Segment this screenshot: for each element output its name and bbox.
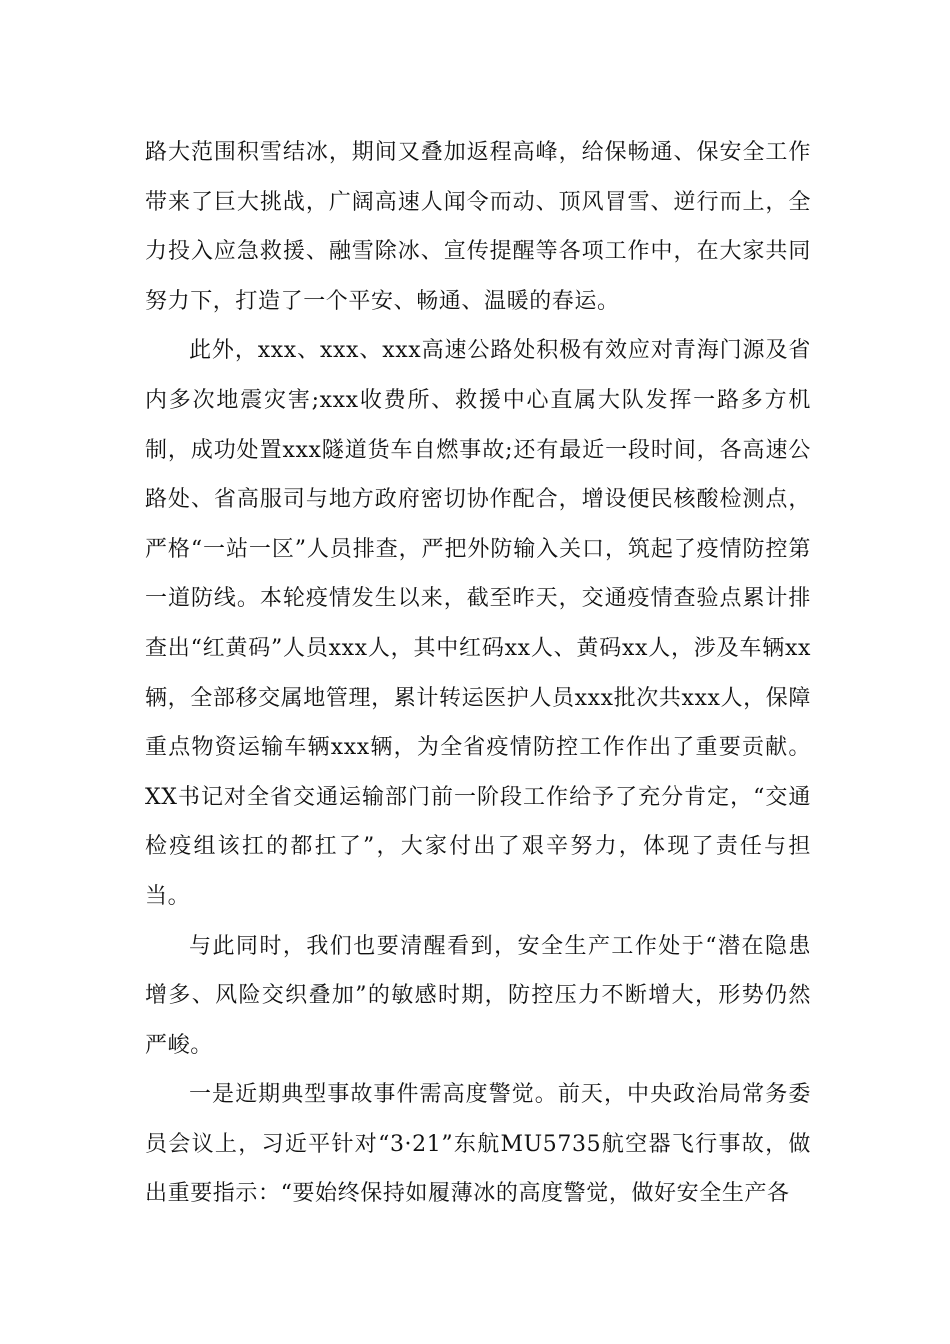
paragraph-4: 一是近期典型事故事件需高度警觉。前天，中央政治局常务委员会议上，习近平针对“3·21”东航MU5735航空器飞行事故，做出重要指示：“要始终保持如履薄冰的高度警觉，做好安全生产各 — [145, 1082, 811, 1207]
paragraph-2: 此外，xxx、xxx、xxx高速公路处积极有效应对青海门源及省内多次地震灾害;xxx收费所、救援中心直属大队发挥一路多方机制，成功处置xxx隧道货车自燃事故;还有最近一段时间，各高速公路处、省高服司与地方政府密切协作配合，增设便民核酸检测点，严格“一站一区”人员排查，严把外防输入关口，筑起了疫情防控第一道防线。本轮疫情发生以来，截至昨天，交通疫情查验点累计排查出“红黄码”人员xxx人，其中红码xx人、黄码xx人，涉及车辆xx辆，全部移交属地管理，累计转运医护人员xxx批次共xxx人，保障重点物资运输车辆xxx辆，为全省疫情防控工作作出了重要贡献。XX书记对全省交通运输部门前一阶段工作给予了充分肯定，“交通检疫组该扛的都扛了”，大家付出了艰辛努力，体现了责任与担当。 — [145, 338, 811, 909]
document-body — [145, 128, 811, 1219]
paragraph-1: 路大范围积雪结冰，期间又叠加返程高峰，给保畅通、保安全工作带来了巨大挑战，广阔高速人闻令而动、顶风冒雪、逆行而上，全力投入应急救援、融雪除冰、宣传提醒等各项工作中，在大家共同努力下，打造了一个平安、畅通、温暖的春运。 — [145, 140, 811, 314]
paragraph-3: 与此同时，我们也要清醒看到，安全生产工作处于“潜在隐患增多、风险交织叠加”的敏感时期，防控压力不断增大，形势仍然严峻。 — [145, 933, 811, 1058]
